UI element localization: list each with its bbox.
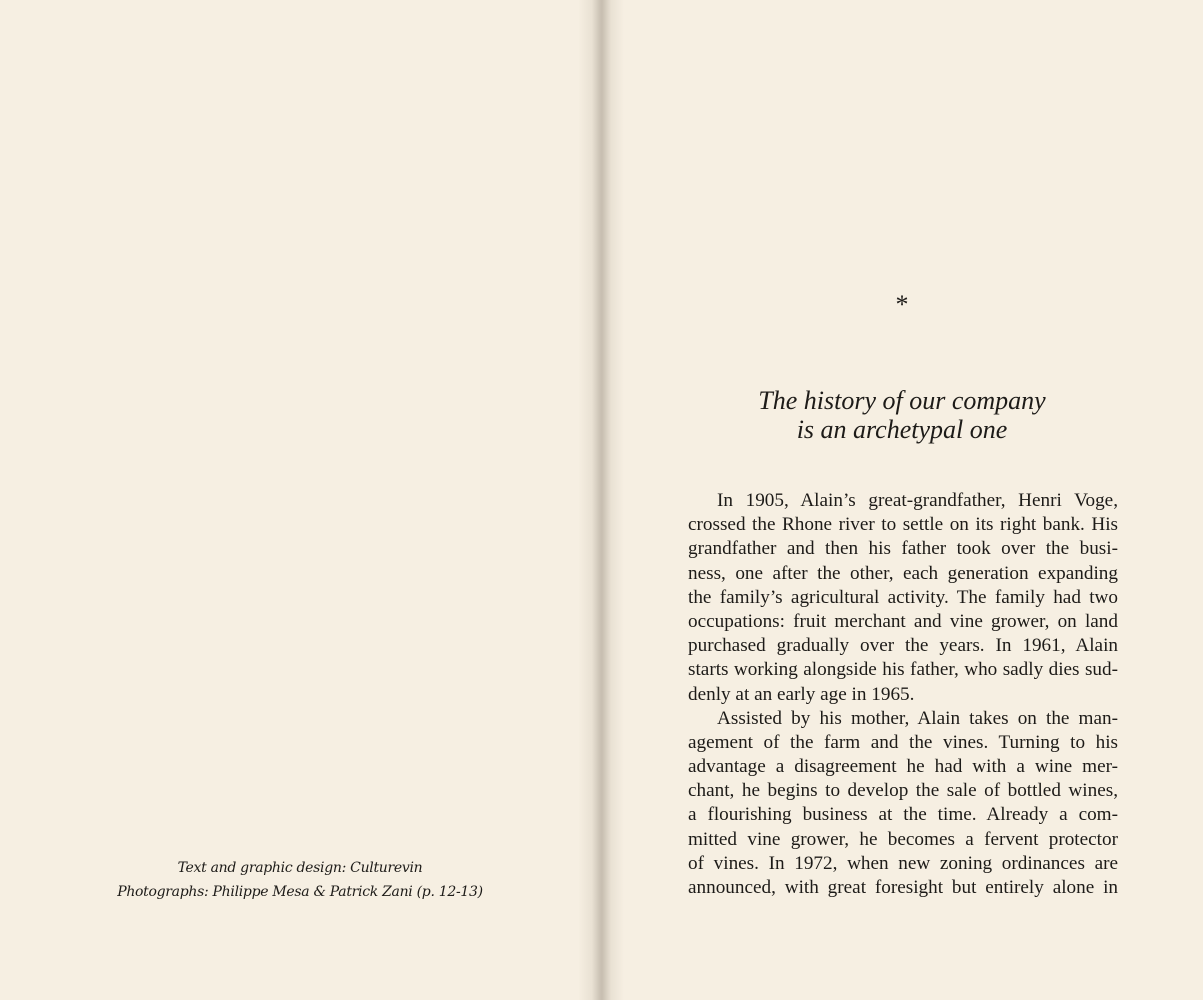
text-line: agement of the farm and the vines. Turning to his [688,731,1118,753]
text-line: Assisted by his mother, Alain takes on the man- [717,707,1118,729]
text-line: purchased gradually over the years. In 1961, Alain [688,635,1118,657]
text-line: a flourishing business at the time. Already a com- [688,804,1118,826]
text-line: occupations: fruit merchant and vine grower, on land [688,610,1118,632]
paragraph-1 [688,489,1118,707]
ornament-asterisk: * [895,290,909,319]
credits-block [100,856,500,904]
body-text [688,489,1118,900]
text-line: chant, he begins to develop the sale of bottled wines, [688,780,1118,802]
heading-line: is an archetypal one [796,415,1008,444]
text-line: starts working alongside his father, who sadly dies sud- [688,659,1118,681]
text-line: crossed the Rhone river to settle on its right bank. His [688,514,1118,536]
right-page [601,0,1203,1000]
text-line: ness, one after the other, each generation expanding [688,562,1118,584]
text-line: denly at an early age in 1965. [688,683,915,705]
credit-design: Text and graphic design: Culturevin [177,860,423,876]
text-line: In 1905, Alain’s great-grandfather, Henri Voge, [717,490,1118,511]
text-line: advantage a disagreement he had with a wine mer- [688,756,1118,778]
credit-photographs: Photographs: Philippe Mesa & Patrick Zani (p. 12-13) [117,884,483,900]
text-line: mitted vine grower, he becomes a fervent protector [688,828,1118,850]
paragraph-2 [688,707,1118,901]
text-line: announced, with great foresight but entirely alone in [688,877,1118,898]
section-heading [601,386,1203,444]
text-line: grandfather and then his father took over the busi- [688,538,1118,560]
text-line: the family’s agricultural activity. The family had two [688,586,1118,608]
heading-line: The history of our company [758,386,1046,415]
left-page [0,0,601,1000]
text-line: of vines. In 1972, when new zoning ordinances are [688,852,1118,874]
